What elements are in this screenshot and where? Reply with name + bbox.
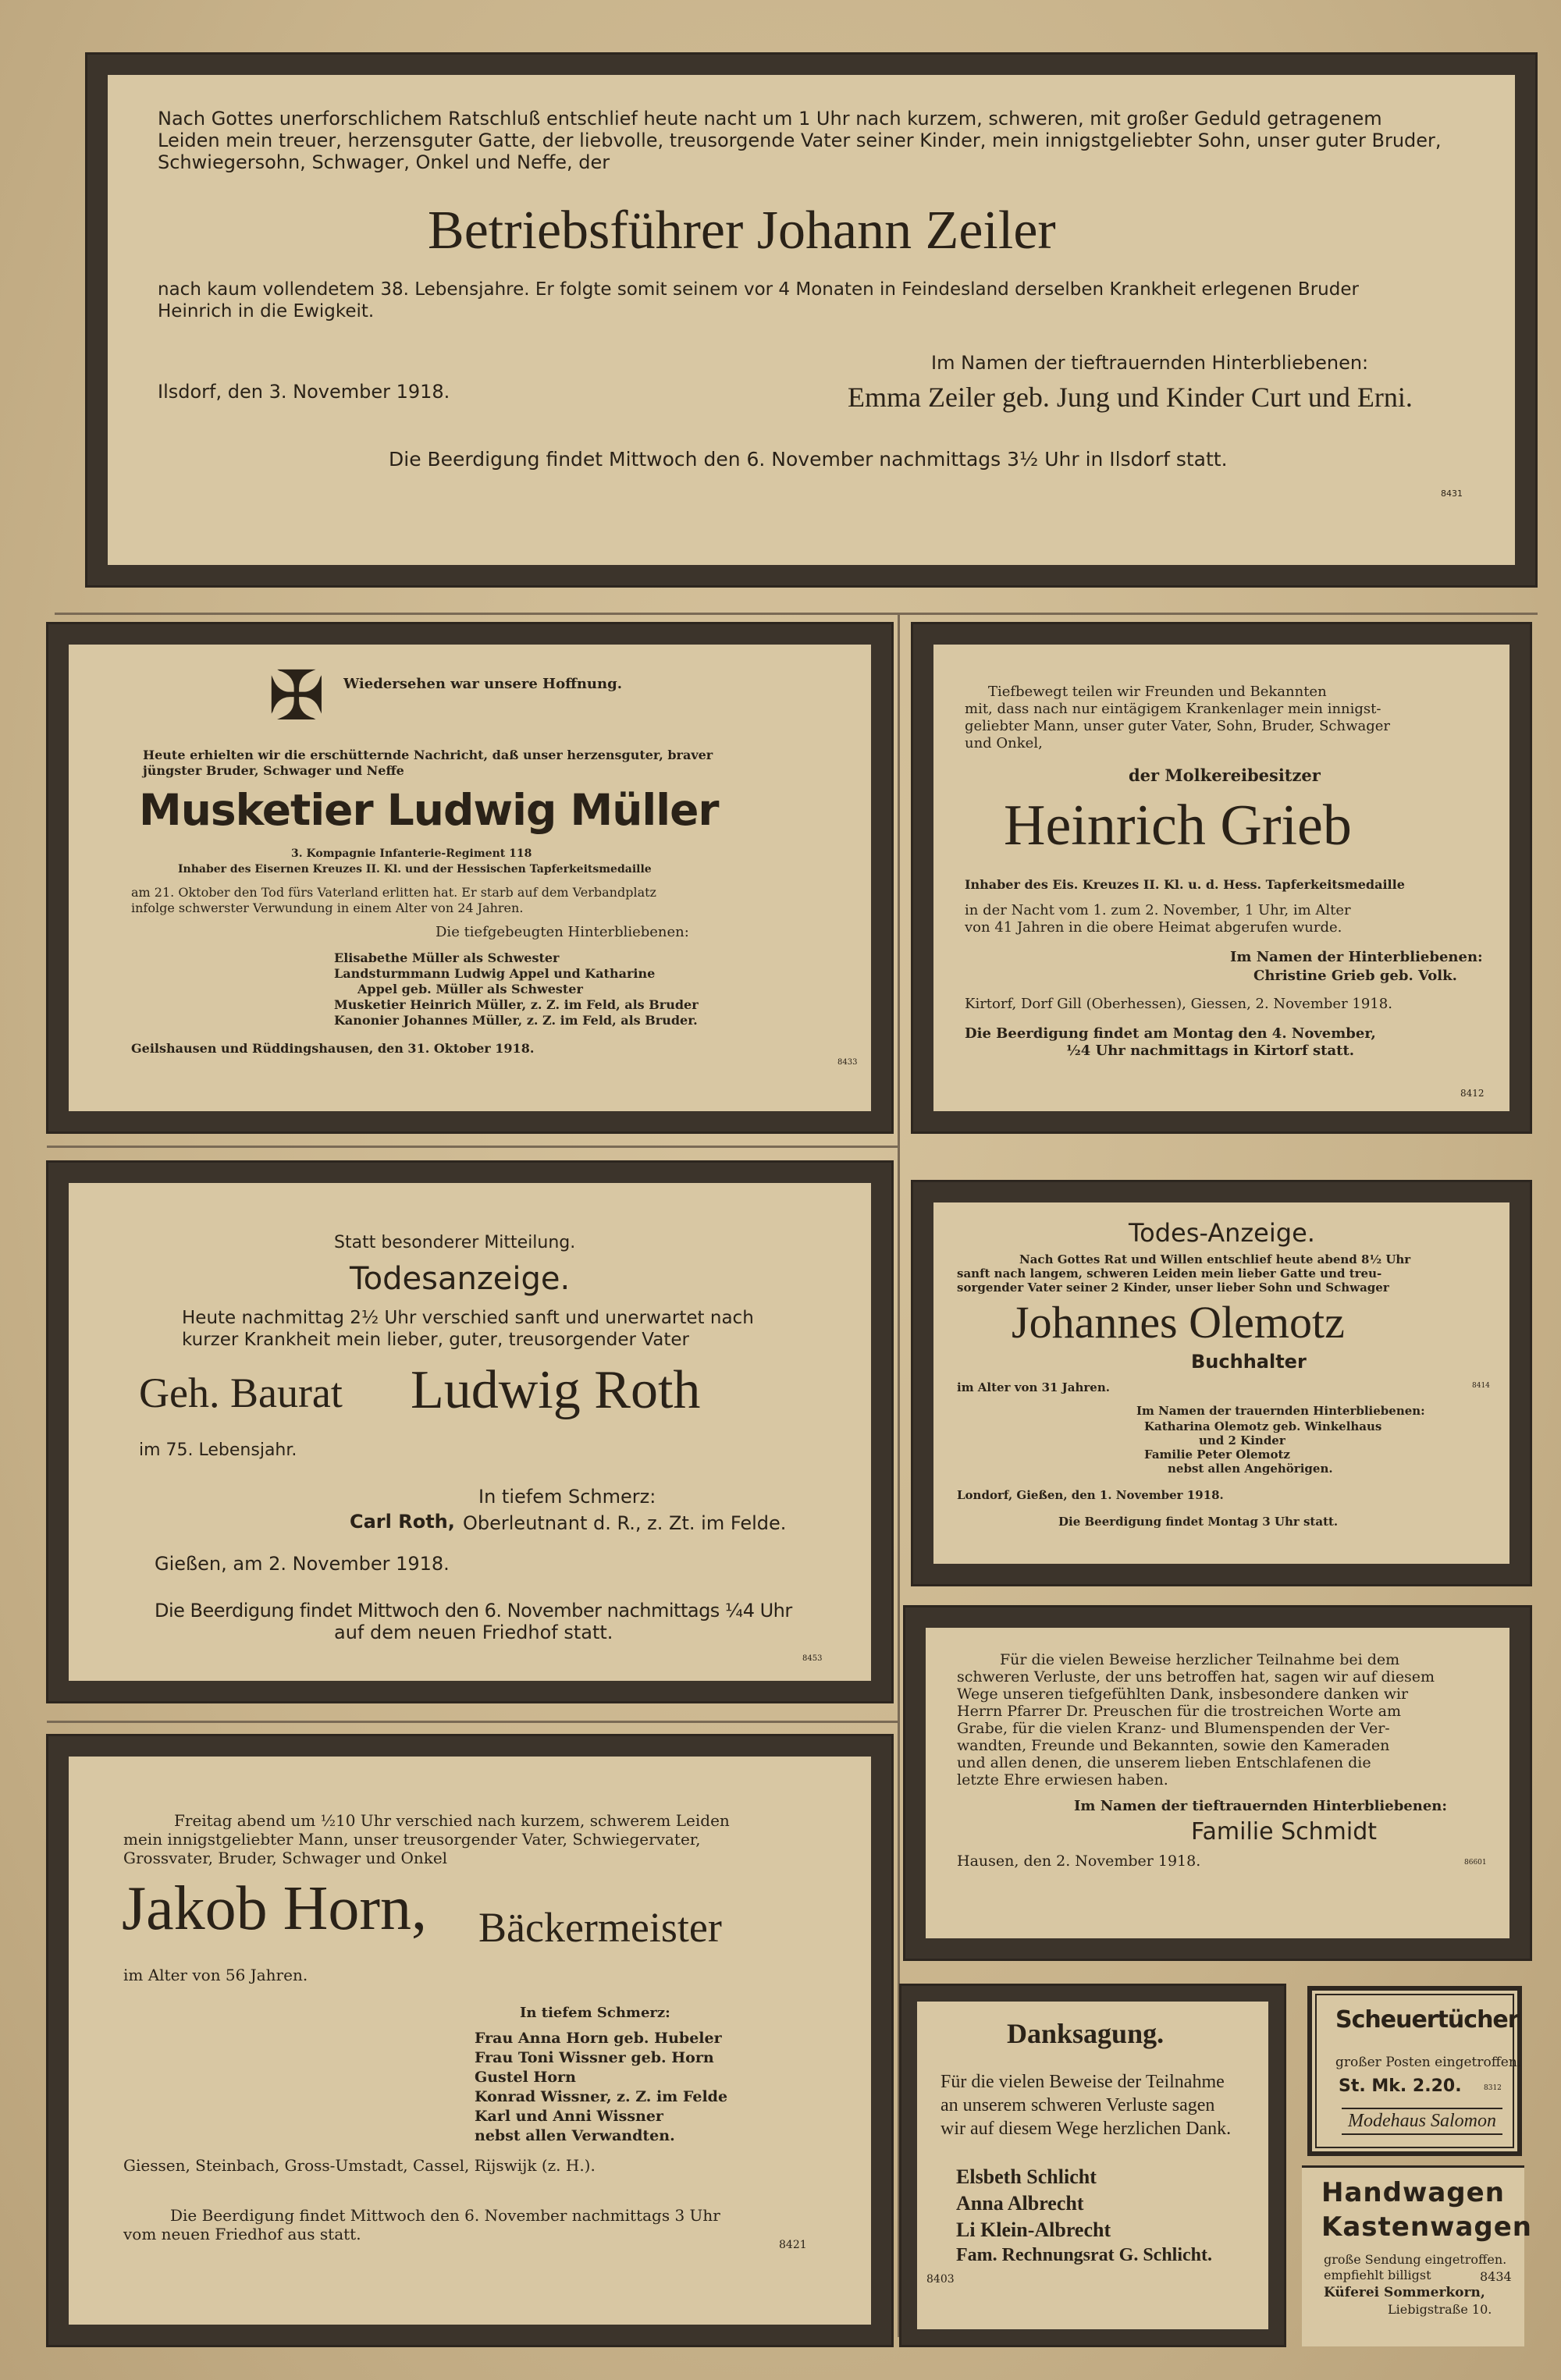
- schlicht-name-1: Elsbeth Schlicht: [956, 2165, 1097, 2188]
- mueller-mourners-intro: Die tiefgebeugten Hinterbliebenen:: [436, 924, 689, 940]
- obituary-horn: [48, 1736, 891, 2345]
- grieb-title: der Molkereibesitzer: [1129, 766, 1321, 785]
- schlicht-name-3: Li Klein-Albrecht: [956, 2218, 1111, 2241]
- horn-number: 8421: [779, 2239, 807, 2251]
- olemotz-mourner-1: Katharina Olemotz geb. Winkelhaus: [1144, 1419, 1382, 1433]
- schlicht-heading: Danksagung.: [1007, 2018, 1165, 2049]
- handwagen-line2: empfiehlt billigst: [1324, 2268, 1431, 2282]
- iron-cross-icon: ✠: [268, 655, 325, 736]
- zeiler-intro-2: Leiden mein treuer, herzensguter Gatte, der liebvolle, treusorgende Vater seiner Kinder, mein innigstgeliebter Sohn, unser guter Bruder,: [158, 130, 1442, 151]
- schlicht-name-4: Fam. Rechnungsrat G. Schlicht.: [956, 2245, 1213, 2265]
- mueller-body-2: infolge schwerster Verwundung in einem Alter von 24 Jahren.: [131, 900, 524, 915]
- thanks-schmidt-panel: [926, 1628, 1509, 1938]
- grieb-mourners-intro: Im Namen der Hinterbliebenen:: [1230, 949, 1483, 965]
- zeiler-funeral: Die Beerdigung findet Mittwoch den 6. November nachmittags 3½ Uhr in Ilsdorf statt.: [389, 448, 1228, 471]
- mueller-name: Musketier Ludwig Müller: [139, 785, 719, 835]
- schmidt-body-4: Herrn Pfarrer Dr. Preuschen für die trostreichen Worte am: [957, 1703, 1402, 1720]
- mueller-mourner-1: Elisabethe Müller als Schwester: [334, 950, 560, 965]
- grieb-name: Heinrich Grieb: [1004, 794, 1352, 858]
- schmidt-body-8: letzte Ehre erwiesen haben.: [957, 1771, 1168, 1789]
- roth-age: im 75. Lebensjahr.: [139, 1440, 297, 1460]
- roth-name: Ludwig Roth: [411, 1360, 701, 1420]
- obituary-zeiler-panel: [108, 75, 1515, 565]
- roth-heading: Todesanzeige.: [350, 1261, 571, 1297]
- grieb-honor: Inhaber des Eis. Kreuzes II. Kl. u. d. Hess. Tapferkeitsmedaille: [965, 877, 1405, 892]
- scheuer-price: St. Mk. 2.20.: [1339, 2076, 1462, 2096]
- grieb-funeral-2: ½4 Uhr nachmittags in Kirtorf statt.: [1066, 1043, 1355, 1059]
- thanks-schmidt: [905, 1607, 1530, 1959]
- olemotz-mourner-2: und 2 Kinder: [1199, 1433, 1285, 1448]
- olemotz-funeral: Die Beerdigung findet Montag 3 Uhr statt.: [1058, 1515, 1339, 1529]
- schmidt-mourners: Familie Schmidt: [1191, 1818, 1378, 1845]
- schlicht-number: 8403: [926, 2273, 955, 2286]
- zeiler-body-2: Heinrich in die Ewigkeit.: [158, 301, 375, 321]
- schmidt-mourners-intro: Im Namen der tieftrauernden Hinterbliebenen:: [1074, 1798, 1448, 1814]
- roth-name-title: Geh. Baurat: [139, 1369, 343, 1416]
- divider-horizontal: [55, 613, 1538, 615]
- olemotz-place-date: Londorf, Gießen, den 1. November 1918.: [957, 1488, 1224, 1502]
- horn-age: im Alter von 56 Jahren.: [123, 1966, 308, 1984]
- mueller-intro-2: jüngster Bruder, Schwager und Neffe: [143, 763, 404, 778]
- obituary-zeiler: [87, 55, 1535, 585]
- obituary-roth-panel: [69, 1183, 871, 1681]
- grieb-body-1: in der Nacht vom 1. zum 2. November, 1 Uhr, im Alter: [965, 902, 1351, 918]
- horn-mourner-1: Frau Anna Horn geb. Hubeler: [475, 2030, 722, 2047]
- horn-intro-2: mein innigstgeliebter Mann, unser treusorgender Vater, Schwiegervater,: [123, 1830, 701, 1849]
- mueller-body-1: am 21. Oktober den Tod fürs Vaterland erlitten hat. Er starb auf dem Verbandplatz: [131, 885, 656, 900]
- roth-number: 8453: [802, 1654, 823, 1663]
- olemotz-intro-1: Nach Gottes Rat und Willen entschlief heute abend 8½ Uhr: [1019, 1252, 1411, 1266]
- scheuer-line1: großer Posten eingetroffen.: [1335, 2055, 1522, 2070]
- zeiler-intro-1: Nach Gottes unerforschlichem Ratschluß entschlief heute nacht um 1 Uhr nach kurzem, schweren, mit großer Geduld getragenem: [158, 108, 1382, 130]
- obituary-olemotz: [913, 1182, 1530, 1584]
- mueller-motto: Wiedersehen war unsere Hoffnung.: [343, 676, 622, 692]
- grieb-intro-4: und Onkel,: [965, 735, 1043, 751]
- grieb-mourners: Christine Grieb geb. Volk.: [1253, 968, 1457, 984]
- handwagen-street: Liebigstraße 10.: [1388, 2302, 1492, 2317]
- roth-pre: Statt besonderer Mitteilung.: [334, 1233, 576, 1252]
- handwagen-number: 8434: [1480, 2269, 1512, 2284]
- mueller-place-date: Geilshausen und Rüddingshausen, den 31. Oktober 1918.: [131, 1041, 535, 1056]
- zeiler-mourners-intro: Im Namen der tieftrauernden Hinterbliebenen:: [931, 352, 1369, 374]
- ad-handwagen: [1302, 2165, 1533, 2346]
- mueller-mourner-3: Appel geb. Müller als Schwester: [357, 982, 583, 996]
- mueller-unit-1: 3. Kompagnie Infanterie-Regiment 118: [291, 847, 532, 860]
- roth-mourners-rest: Oberleutnant d. R., z. Zt. im Felde.: [463, 1512, 787, 1534]
- horn-mourner-5: Karl und Anni Wissner: [475, 2108, 663, 2125]
- scheuer-shop: Modehaus Salomon: [1342, 2108, 1502, 2135]
- olemotz-mourners-intro: Im Namen der trauernden Hinterbliebenen:: [1136, 1404, 1425, 1418]
- schmidt-body-6: wandten, Freunde und Bekannten, sowie den Kameraden: [957, 1737, 1390, 1754]
- zeiler-name: Betriebsführer Johann Zeiler: [428, 201, 1056, 261]
- obituary-grieb: [913, 624, 1530, 1131]
- mueller-number: 8433: [837, 1058, 858, 1067]
- roth-mourners-intro: In tiefem Schmerz:: [478, 1486, 656, 1508]
- obituary-horn-panel: [69, 1757, 871, 2325]
- grieb-body-2: von 41 Jahren in die obere Heimat abgerufen wurde.: [965, 919, 1342, 936]
- schmidt-body-1: Für die vielen Beweise herzlicher Teilnahme bei dem: [1000, 1651, 1400, 1668]
- horn-funeral-1: Die Beerdigung findet Mittwoch den 6. November nachmittags 3 Uhr: [170, 2206, 720, 2225]
- grieb-place-date: Kirtorf, Dorf Gill (Oberhessen), Giessen, 2. November 1918.: [965, 996, 1392, 1012]
- horn-places: Giessen, Steinbach, Gross-Umstadt, Cassel, Rijswijk (z. H.).: [123, 2156, 596, 2175]
- schmidt-number: 86601: [1464, 1859, 1487, 1867]
- roth-funeral-1: Die Beerdigung findet Mittwoch den 6. November nachmittags ¼4 Uhr: [155, 1600, 792, 1622]
- handwagen-line1: große Sendung eingetroffen.: [1324, 2252, 1507, 2267]
- roth-intro-1: Heute nachmittag 2½ Uhr verschied sanft und unerwartet nach: [182, 1308, 754, 1328]
- horn-mourner-3: Gustel Horn: [475, 2069, 576, 2086]
- olemotz-intro-3: sorgender Vater seiner 2 Kinder, unser lieber Sohn und Schwager: [957, 1281, 1389, 1295]
- divider-vertical: [898, 613, 900, 2337]
- grieb-intro-1: Tiefbewegt teilen wir Freunden und Bekannten: [988, 684, 1327, 700]
- obituary-grieb-panel: [933, 645, 1509, 1111]
- mueller-mourner-5: Kanonier Johannes Müller, z. Z. im Feld, als Bruder.: [334, 1013, 698, 1028]
- olemotz-age: im Alter von 31 Jahren.: [957, 1380, 1110, 1394]
- obituary-roth: [48, 1163, 891, 1701]
- zeiler-intro-3: Schwiegersohn, Schwager, Onkel und Neffe, der: [158, 151, 610, 173]
- horn-name: Jakob Horn,: [122, 1874, 428, 1943]
- zeiler-number: 8431: [1441, 488, 1463, 499]
- mueller-mourner-2: Landsturmmann Ludwig Appel und Katharine: [334, 966, 656, 981]
- horn-mourner-4: Konrad Wissner, z. Z. im Felde: [475, 2088, 728, 2105]
- thanks-schlicht: [901, 1986, 1284, 2345]
- roth-place-date: Gießen, am 2. November 1918.: [155, 1553, 450, 1575]
- zeiler-mourners: Emma Zeiler geb. Jung und Kinder Curt und Erni.: [848, 382, 1413, 413]
- olemotz-mourner-4: nebst allen Angehörigen.: [1168, 1462, 1333, 1476]
- schlicht-body-2: an unserem schweren Verluste sagen: [941, 2095, 1215, 2115]
- schmidt-body-3: Wege unseren tiefgefühlten Dank, insbesondere danken wir: [957, 1686, 1409, 1703]
- handwagen-shop: Küferei Sommerkorn,: [1324, 2285, 1485, 2300]
- horn-mourners-intro: In tiefem Schmerz:: [520, 2005, 670, 2021]
- thanks-schlicht-panel: [917, 2002, 1268, 2329]
- horn-mourner-6: nebst allen Verwandten.: [475, 2127, 675, 2144]
- scheuer-number: 8312: [1484, 2084, 1502, 2092]
- olemotz-name: Johannes Olemotz: [1012, 1297, 1345, 1348]
- grieb-funeral-1: Die Beerdigung findet am Montag den 4. November,: [965, 1025, 1376, 1042]
- horn-funeral-2: vom neuen Friedhof aus statt.: [123, 2225, 361, 2243]
- schmidt-place-date: Hausen, den 2. November 1918.: [957, 1852, 1201, 1870]
- schmidt-body-2: schweren Verluste, der uns betroffen hat, sagen wir auf diesem: [957, 1668, 1435, 1686]
- zeiler-body-1: nach kaum vollendetem 38. Lebensjahre. Er folgte somit seinem vor 4 Monaten in Feindesland derselben Krankheit erlegenen Bruder: [158, 279, 1359, 300]
- schmidt-body-5: Grabe, für die vielen Kranz- und Blumenspenden der Ver-: [957, 1720, 1390, 1737]
- grieb-number: 8412: [1460, 1088, 1485, 1099]
- roth-mourners-name: Carl Roth,: [350, 1511, 455, 1533]
- olemotz-number: 8414: [1472, 1382, 1490, 1390]
- schlicht-name-2: Anna Albrecht: [956, 2192, 1084, 2215]
- mueller-unit-2: Inhaber des Eisernen Kreuzes II. Kl. und der Hessischen Tapferkeitsmedaille: [178, 863, 652, 876]
- handwagen-heading-1: Handwagen: [1321, 2177, 1505, 2208]
- horn-intro-3: Grossvater, Bruder, Schwager und Onkel: [123, 1849, 448, 1867]
- divider-horizontal-2: [47, 1146, 898, 1148]
- grieb-intro-3: geliebter Mann, unser guter Vater, Sohn, Bruder, Schwager: [965, 718, 1391, 734]
- schlicht-body-3: wir auf diesem Wege herzlichen Dank.: [941, 2119, 1232, 2139]
- ad-scheuertuecher: [1307, 1986, 1522, 2156]
- horn-mourner-2: Frau Toni Wissner geb. Horn: [475, 2049, 714, 2066]
- schmidt-body-7: und allen denen, die unserem lieben Entschlafenen die: [957, 1754, 1371, 1771]
- olemotz-heading: Todes-Anzeige.: [1129, 1218, 1315, 1248]
- horn-title: Bäckermeister: [478, 1904, 722, 1951]
- scheuer-heading: Scheuertücher: [1335, 2006, 1519, 2034]
- obituary-mueller: [48, 624, 891, 1131]
- obituary-mueller-panel: [69, 645, 871, 1111]
- roth-intro-2: kurzer Krankheit mein lieber, guter, treusorgender Vater: [182, 1330, 689, 1350]
- handwagen-heading-2: Kastenwagen: [1321, 2211, 1533, 2243]
- schlicht-body-1: Für die vielen Beweise der Teilnahme: [941, 2072, 1225, 2092]
- grieb-intro-2: mit, dass nach nur eintägigem Krankenlager mein innigst-: [965, 701, 1381, 717]
- mueller-intro-1: Heute erhielten wir die erschütternde Nachricht, daß unser herzensguter, braver: [143, 748, 713, 762]
- zeiler-place-date: Ilsdorf, den 3. November 1918.: [158, 381, 450, 403]
- olemotz-title: Buchhalter: [1191, 1351, 1307, 1373]
- mueller-mourner-4: Musketier Heinrich Müller, z. Z. im Feld, als Bruder: [334, 997, 699, 1012]
- obituary-olemotz-panel: [933, 1202, 1509, 1564]
- divider-horizontal-3: [47, 1721, 898, 1723]
- horn-intro-1: Freitag abend um ½10 Uhr verschied nach kurzem, schwerem Leiden: [174, 1811, 730, 1830]
- olemotz-mourner-3: Familie Peter Olemotz: [1144, 1448, 1290, 1462]
- roth-funeral-2: auf dem neuen Friedhof statt.: [334, 1622, 613, 1643]
- olemotz-intro-2: sanft nach langem, schweren Leiden mein lieber Gatte und treu-: [957, 1266, 1382, 1281]
